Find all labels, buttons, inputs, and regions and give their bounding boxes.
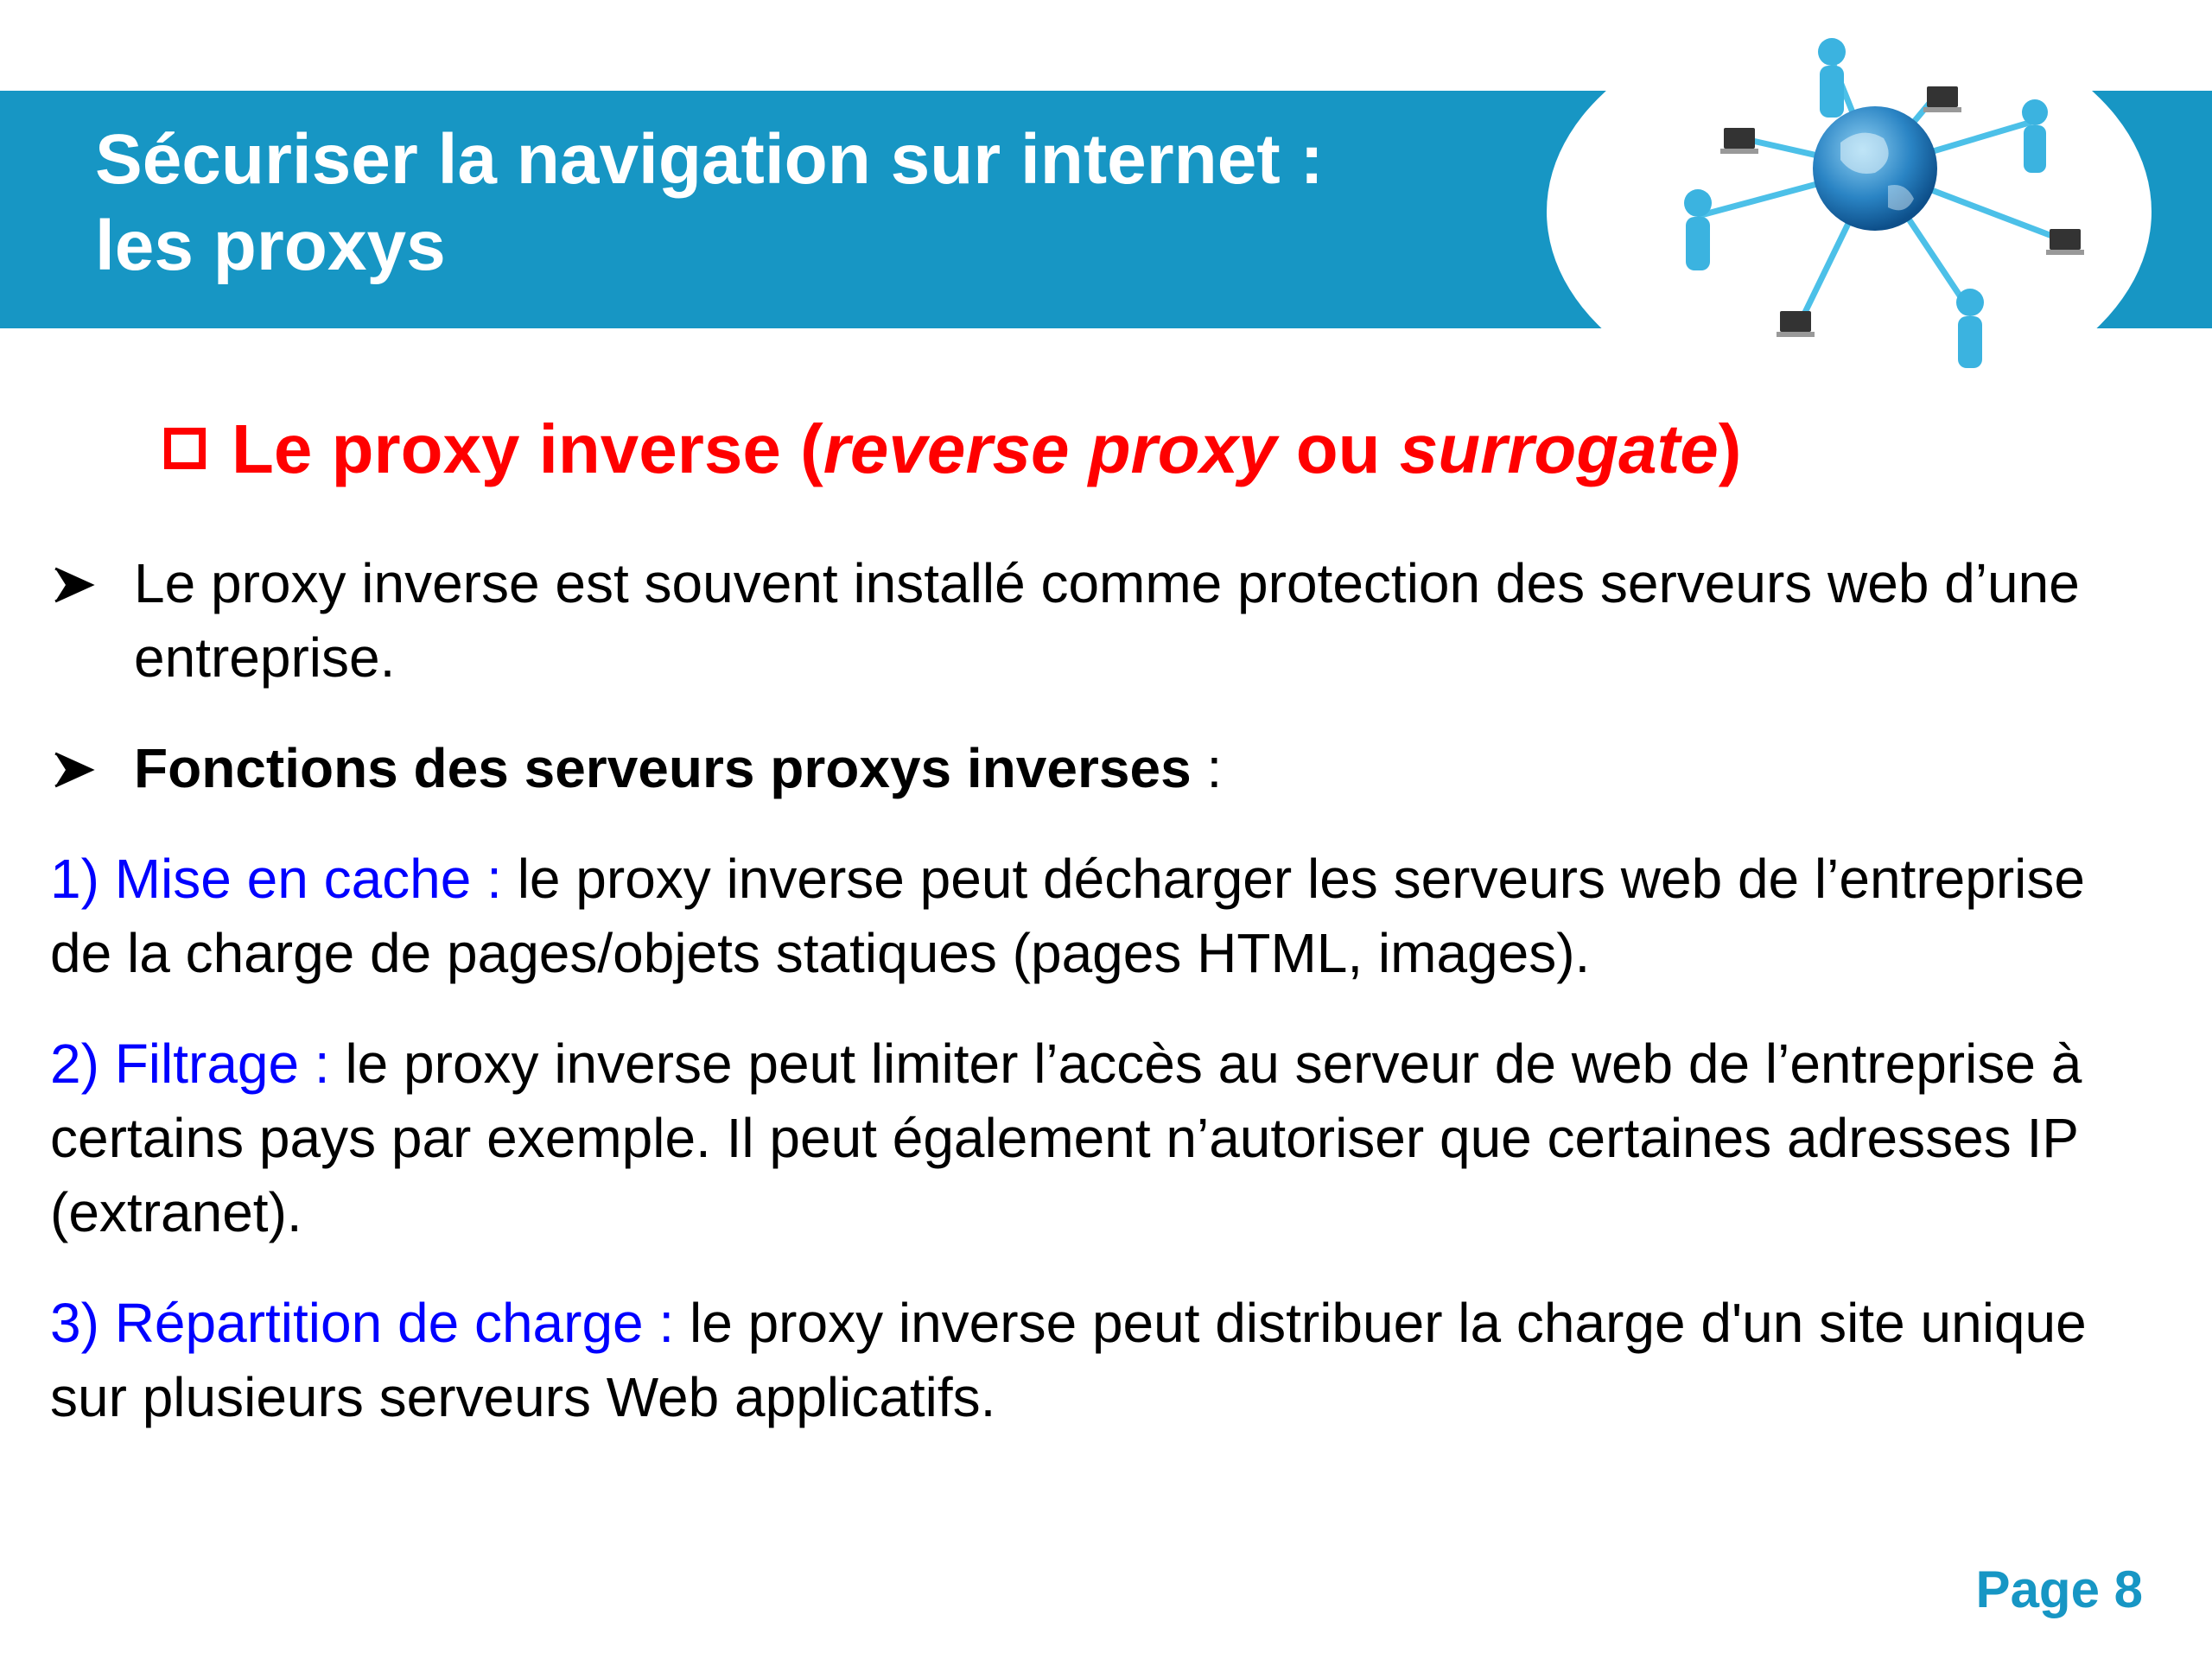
heading-term-1: reverse proxy — [823, 410, 1277, 487]
section-heading — [164, 406, 1741, 493]
bullet-tail: : — [1191, 737, 1223, 799]
list-item — [50, 842, 2158, 990]
title-line-1: Sécuriser la navigation sur internet : — [95, 120, 1324, 199]
heading-term-2: surrogate — [1399, 410, 1719, 487]
item-text: le proxy inverse peut limiter l’accès au serveur de web de l’entreprise à certains pays par exemple. Il peut également n’autoriser que certaines adresses IP (extranet). — [50, 1033, 2082, 1243]
bullet-text: Le proxy inverse est souvent installé comme protection des serveurs web d’une entreprise. — [134, 552, 2080, 689]
item-label: 1) Mise en cache : — [50, 848, 502, 910]
list-item — [50, 1027, 2158, 1249]
list-item — [50, 1286, 2158, 1434]
item-label: 3) Répartition de charge : — [50, 1292, 675, 1354]
heading-suffix: ) — [1718, 410, 1742, 487]
item-text: le proxy inverse peut décharger les serveurs web de l’entreprise de la charge de pages/objets statiques (pages HTML, images). — [50, 848, 2085, 984]
checkbox-icon — [164, 428, 206, 469]
page-title — [95, 117, 1478, 289]
item-label: 2) Filtrage : — [50, 1033, 330, 1095]
bullet-item — [52, 546, 2160, 695]
bullet-item — [52, 731, 2160, 805]
network-globe-icon — [1547, 26, 2152, 389]
page-number: Page 8 — [1975, 1560, 2143, 1618]
heading-prefix: Le proxy inverse ( — [232, 410, 823, 487]
arrow-bullet-icon — [52, 546, 130, 625]
heading-mid: ou — [1276, 410, 1400, 487]
arrow-bullet-icon — [52, 731, 130, 810]
title-line-2: les proxys — [95, 207, 446, 285]
item-text: le proxy inverse peut distribuer la charge d'un site unique sur plusieurs serveurs Web applicatifs. — [50, 1292, 2087, 1428]
bullet-bold-text: Fonctions des serveurs proxys inverses — [134, 737, 1192, 799]
